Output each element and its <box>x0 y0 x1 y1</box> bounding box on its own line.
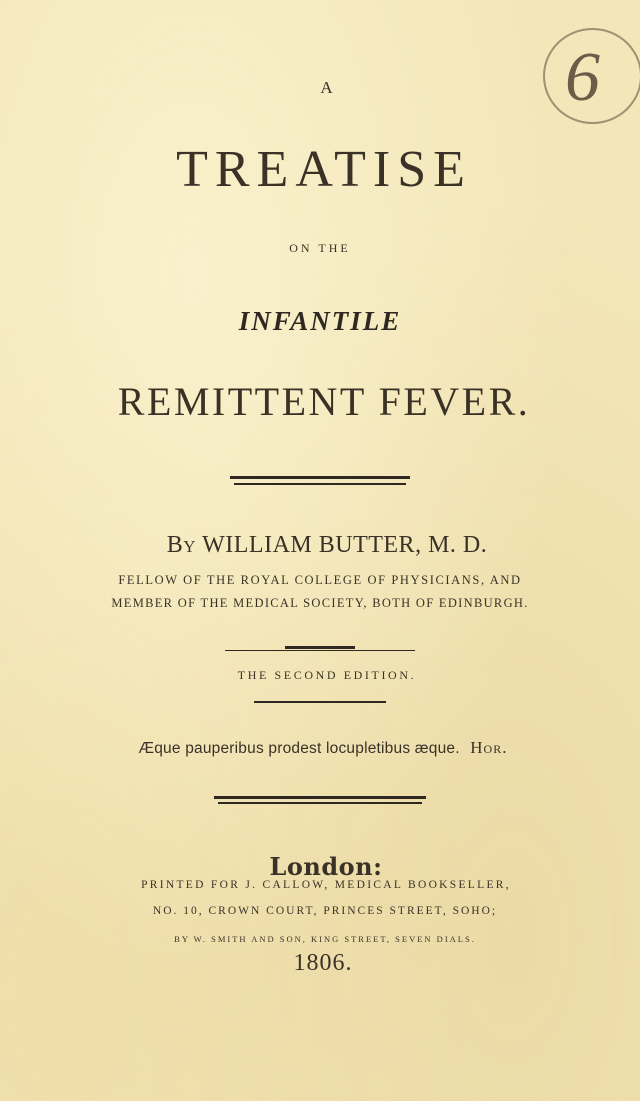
divider-rule <box>254 701 386 703</box>
divider-rule <box>218 802 422 804</box>
author-name: WILLIAM BUTTER, M. D. <box>202 532 488 558</box>
divider-rule <box>214 796 426 799</box>
subject-line-1: INFANTILE <box>238 306 402 336</box>
imprint-publisher: PRINTED FOR J. CALLOW, MEDICAL BOOKSELLER, <box>141 879 511 891</box>
edition-statement: THE SECOND EDITION. <box>237 668 417 682</box>
imprint-year: 1806. <box>293 950 353 976</box>
page-title: TREATISE <box>176 141 472 198</box>
epigraph-source: Hor. <box>470 738 508 757</box>
imprint-place: London: <box>269 852 383 881</box>
affiliation-line-1: FELLOW OF THE ROYAL COLLEGE OF PHYSICIANS, AND <box>118 573 522 587</box>
divider-rule <box>234 483 406 485</box>
divider-rule <box>285 646 355 649</box>
imprint-printer: BY W. SMITH AND SON, KING STREET, SEVEN DIALS. <box>174 934 476 944</box>
title-preposition: ON THE <box>289 241 351 255</box>
epigraph-text: Æque pauperibus prodest locupletibus æque. <box>138 740 460 757</box>
affiliation-line-2: MEMBER OF THE MEDICAL SOCIETY, BOTH OF EDINBURGH. <box>111 596 529 610</box>
imprint-address: NO. 10, CROWN COURT, PRINCES STREET, SOHO; <box>152 905 498 917</box>
subject-line-2: REMITTENT FEVER. <box>117 379 531 424</box>
epigraph <box>0 738 640 758</box>
title-article: A <box>320 78 334 97</box>
divider-rule <box>230 476 410 479</box>
author-line <box>0 532 640 559</box>
shelf-mark-number: 6 <box>565 39 600 116</box>
by-label: By <box>166 532 197 558</box>
divider-rule <box>225 650 415 651</box>
